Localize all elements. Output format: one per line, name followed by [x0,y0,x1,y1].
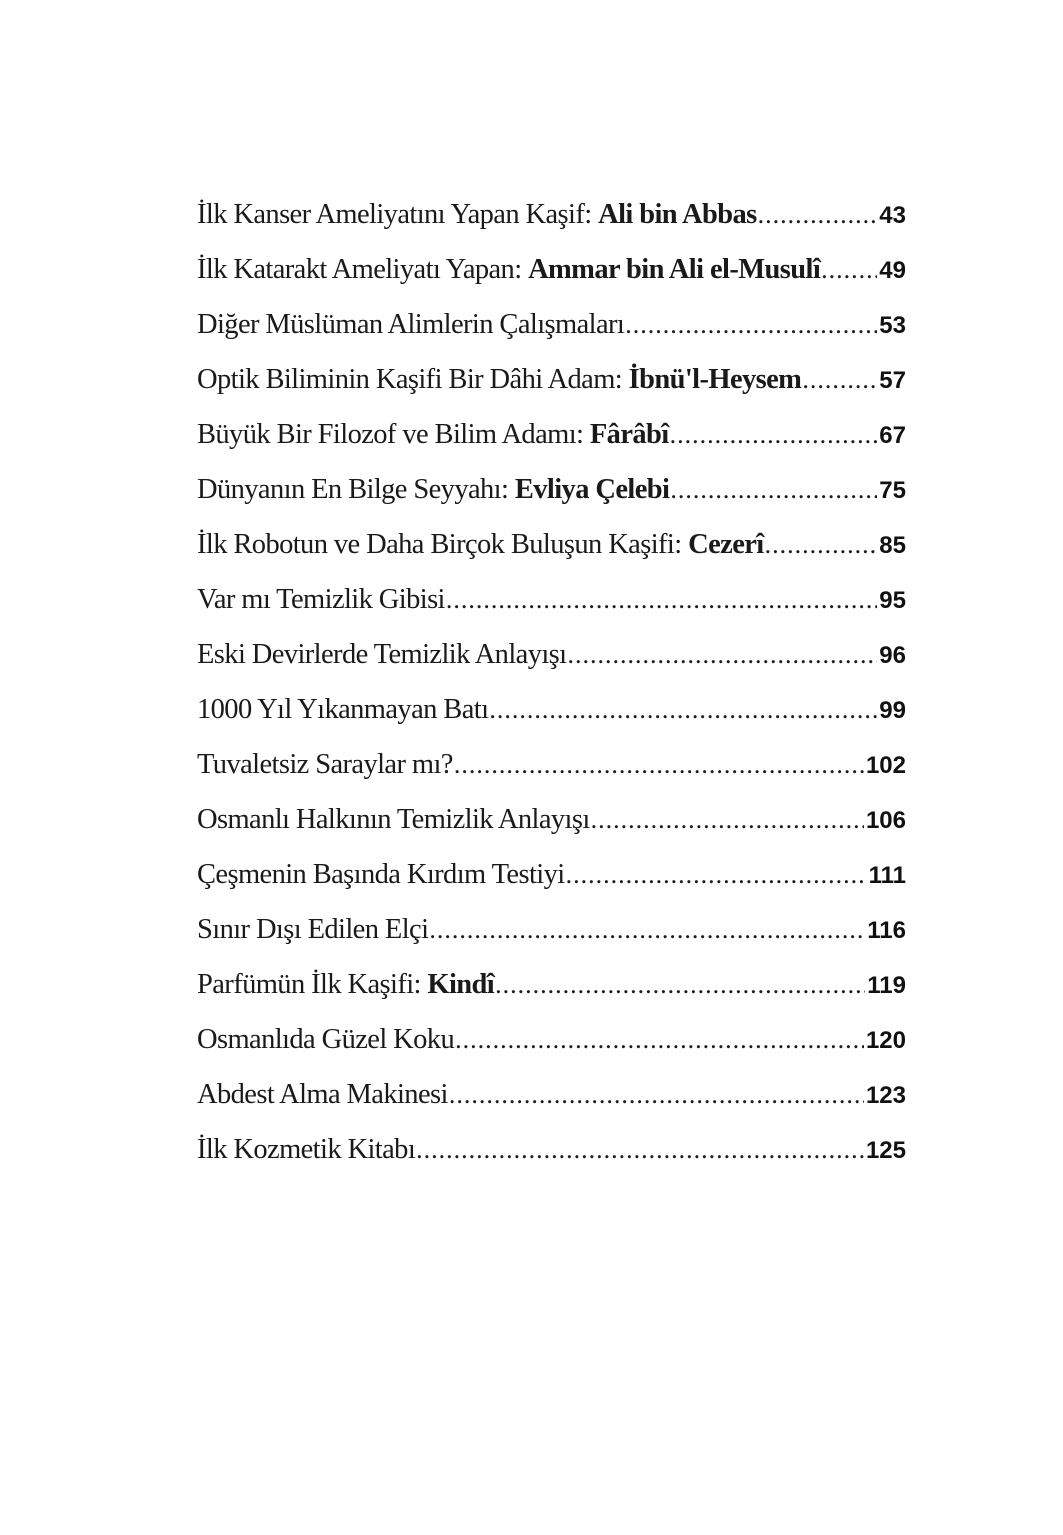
entry-title-text: Parfümün İlk Kaşifi: [197,969,428,1000]
dot-leader [449,1073,864,1116]
entry-title [197,523,764,566]
entry-title-text: Optik Biliminin Kaşifi Bir Dâhi Adam: [197,364,629,395]
entry-title [197,963,494,1006]
entry-title [197,688,488,731]
page-number: 95 [879,587,906,614]
page-number: 102 [865,752,906,779]
toc-entry[interactable] [197,1018,906,1073]
entry-title-text: İlk Robotun ve Daha Birçok Buluşun Kaşifi: [197,529,689,560]
entry-title [197,798,590,841]
entry-title [197,303,624,346]
entry-title [197,908,428,951]
dot-leader [567,633,877,676]
entry-title-text: Osmanlıda Güzel Koku [197,1024,455,1055]
toc-entry[interactable] [197,963,906,1018]
dot-leader [765,523,878,566]
dot-leader [455,1018,864,1061]
entry-title-text: İlk Katarakt Ameliyatı Yapan: [197,254,529,285]
dot-leader [454,743,864,786]
dot-leader [446,578,877,621]
toc-entry[interactable] [197,908,906,963]
toc-entry[interactable] [197,303,906,358]
toc-entry[interactable] [197,523,906,578]
entry-title-bold: Ali bin Abbas [598,199,757,230]
entry-title-text: Büyük Bir Filozof ve Bilim Adamı: [197,419,590,450]
entry-title [197,468,669,511]
dot-leader [625,303,877,346]
page-number: 123 [865,1082,906,1109]
entry-title-text: Eski Devirlerde Temizlik Anlayışı [197,639,567,670]
page-number: 96 [879,642,906,669]
page-number: 106 [865,807,906,834]
page-number: 57 [879,367,906,394]
entry-title-text: 1000 Yıl Yıkanmayan Batı [197,694,489,725]
entry-title-text: Var mı Temizlik Gibisi [197,584,445,615]
dot-leader [758,193,878,236]
page-number: 120 [865,1027,906,1054]
entry-title-text: Abdest Alma Makinesi [197,1079,448,1110]
entry-title-bold: Kindî [427,969,495,1000]
entry-title-text: Dünyanın En Bilge Seyyahı: [197,474,515,505]
toc-entry[interactable] [197,193,906,248]
entry-title [197,633,566,676]
page-number: 53 [879,312,906,339]
dot-leader [489,688,877,731]
entry-title-text: Tuvaletsiz Saraylar mı? [197,749,453,780]
entry-title [197,358,801,401]
entry-title [197,853,565,896]
page-number: 85 [879,532,906,559]
dot-leader [670,468,877,511]
entry-title-text: Sınır Dışı Edilen Elçi [197,914,429,945]
entry-title [197,1018,454,1061]
entry-title [197,248,820,291]
page-number: 75 [879,477,906,504]
dot-leader [566,853,867,896]
table-of-contents [197,193,906,1183]
entry-title [197,413,669,456]
toc-entry[interactable] [197,743,906,798]
dot-leader [821,248,877,291]
dot-leader [416,1128,864,1171]
dot-leader [429,908,865,951]
entry-title [197,743,453,786]
toc-entry[interactable] [197,798,906,853]
toc-entry[interactable] [197,688,906,743]
toc-entry[interactable] [197,358,906,413]
page-number: 116 [867,917,906,944]
entry-title [197,193,757,236]
entry-title-text: İlk Kozmetik Kitabı [197,1134,416,1165]
toc-entry[interactable] [197,1128,906,1183]
entry-title [197,578,445,621]
entry-title-text: Osmanlı Halkının Temizlik Anlayışı [197,804,590,835]
entry-title-text: İlk Kanser Ameliyatını Yapan Kaşif: [197,199,599,230]
entry-title-bold: İbnü'l-Heysem [628,364,802,395]
page-number: 119 [867,972,906,999]
toc-entry[interactable] [197,633,906,688]
entry-title-bold: Cezerî [688,529,764,560]
entry-title-text: Çeşmenin Başında Kırdım Testiyi [197,859,565,890]
entry-title-bold: Ammar bin Ali el-Musulî [528,254,821,285]
page-number: 67 [879,422,906,449]
dot-leader [670,413,878,456]
toc-entry[interactable] [197,578,906,633]
page-number: 111 [868,862,906,889]
dot-leader [802,358,877,401]
toc-entry[interactable] [197,468,906,523]
page-number: 125 [865,1137,906,1164]
dot-leader [591,798,864,841]
entry-title-bold: Fârâbî [589,419,669,450]
page-number: 49 [879,257,906,284]
toc-entry[interactable] [197,248,906,303]
dot-leader [495,963,865,1006]
entry-title-bold: Evliya Çelebi [514,474,670,505]
page-number: 43 [879,202,906,229]
page-number: 99 [879,697,906,724]
entry-title [197,1128,415,1171]
toc-entry[interactable] [197,413,906,468]
toc-entry[interactable] [197,853,906,908]
entry-title-text: Diğer Müslüman Alimlerin Çalışmaları [197,309,625,340]
entry-title [197,1073,448,1116]
toc-entry[interactable] [197,1073,906,1128]
